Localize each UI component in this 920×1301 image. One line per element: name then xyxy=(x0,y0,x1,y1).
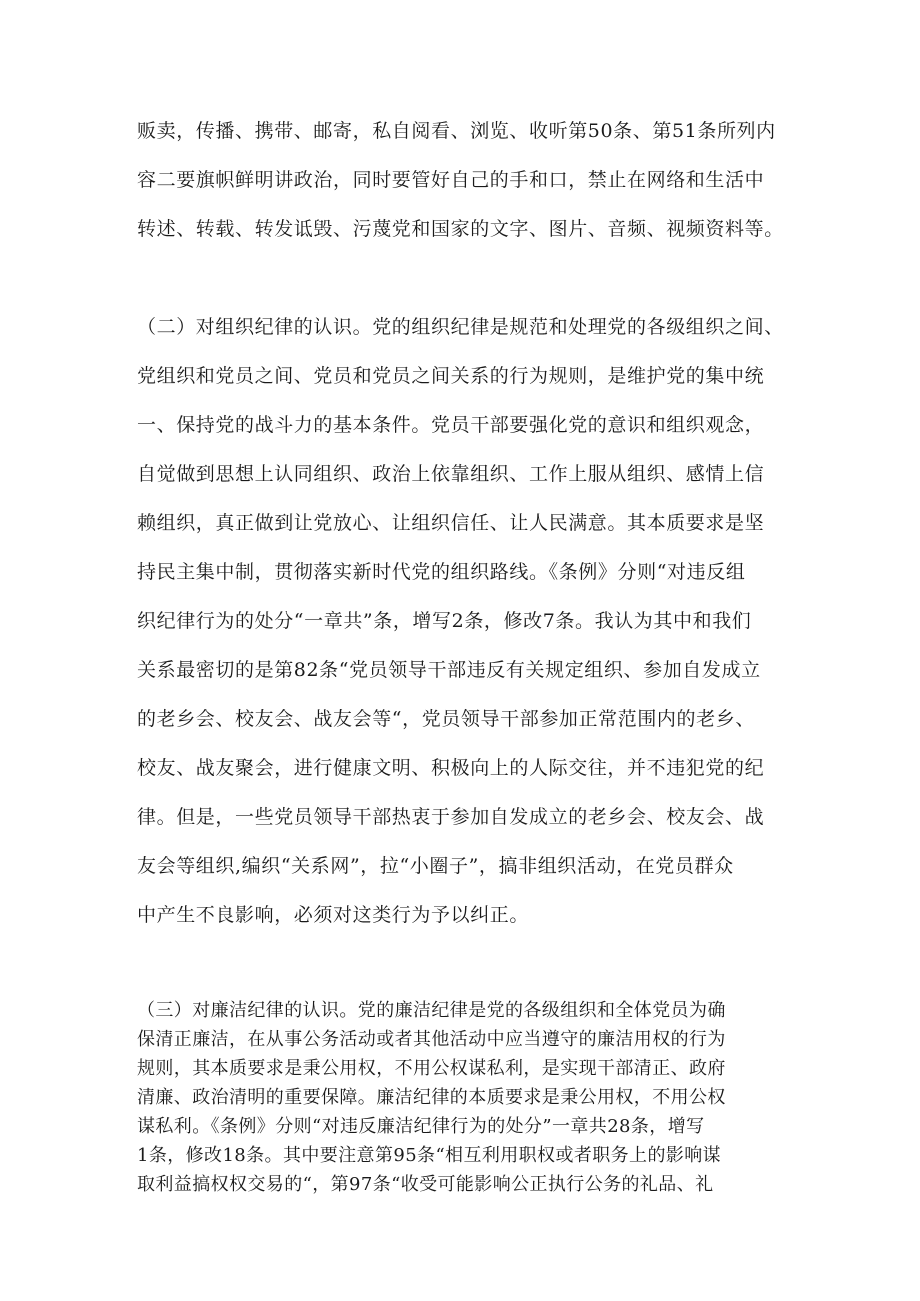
text-line: 关系最密切的是第82条“党员领导干部违反有关规定组织、参加自发成立 xyxy=(137,659,761,681)
text-line: 谋私利。《条例》分则“对违反廉洁纪律行为的处分”一章共28条，增写 xyxy=(137,1116,705,1137)
text-line: 友会等组织,编织“关系网”，拉“小圈子”，搞非组织活动，在党员群众 xyxy=(137,855,734,877)
text-line: 自觉做到思想上认同组织、政治上依靠组织、工作上服从组织、感情上信 xyxy=(137,463,765,485)
text-line: （二）对组织纪律的认识。党的组织纪律是规范和处理党的各级组织之间、 xyxy=(137,316,784,338)
text-line: 织纪律行为的处分“一章共”条，增写2条，修改7条。我认为其中和我们 xyxy=(137,610,752,632)
text-line: 的老乡会、校友会、战友会等“，党员领导干部参加正常范围内的老乡、 xyxy=(137,708,755,730)
text-line: 取利益搞权权交易的“，第97条“收受可能影响公正执行公务的礼品、礼 xyxy=(137,1174,714,1195)
text-line: 贩卖，传播、携带、邮寄，私自阅看、浏览、收听第50条、第51条所列内 xyxy=(137,120,776,142)
text-line: 1条，修改18条。其中要注意第95条“相互利用职权或者职务上的影响谋 xyxy=(137,1145,722,1166)
text-line: 容二要旗帜鲜明讲政治，同时要管好自己的手和口，禁止在网络和生活中 xyxy=(137,169,765,191)
text-line: 转述、转载、转发诋毁、污蔑党和国家的文字、图片、音频、视频资料等。 xyxy=(137,218,784,240)
text-line: 中产生不良影响，必须对这类行为予以纠正。 xyxy=(137,904,530,926)
text-line: 规则，其本质要求是秉公用权，不用公权谋私利，是实现干部清正、政府 xyxy=(137,1058,726,1079)
text-line: 持民主集中制，贯彻落实新时代党的组织路线。《条例》分则“对违反组 xyxy=(137,561,746,583)
text-line: 赖组织，真正做到让党放心、让组织信任、让人民满意。其本质要求是坚 xyxy=(137,512,765,534)
text-line: 校友、战友聚会，进行健康文明、积极向上的人际交往，并不违犯党的纪 xyxy=(137,757,765,779)
text-line: （三）对廉洁纪律的认识。党的廉洁纪律是党的各级组织和全体党员为确 xyxy=(137,1000,726,1021)
text-line: 保清正廉洁，在从事公务活动或者其他活动中应当遵守的廉洁用权的行为 xyxy=(137,1029,726,1050)
text-line: 清廉、政治清明的重要保障。廉洁纪律的本质要求是秉公用权，不用公权 xyxy=(137,1087,726,1108)
text-line: 党组织和党员之间、党员和党员之间关系的行为规则，是维护党的集中统 xyxy=(137,365,765,387)
text-line: 一、保持党的战斗力的基本条件。党员干部要强化党的意识和组织观念， xyxy=(137,414,765,436)
text-line: 律。但是，一些党员领导干部热衷于参加自发成立的老乡会、校友会、战 xyxy=(137,806,765,828)
